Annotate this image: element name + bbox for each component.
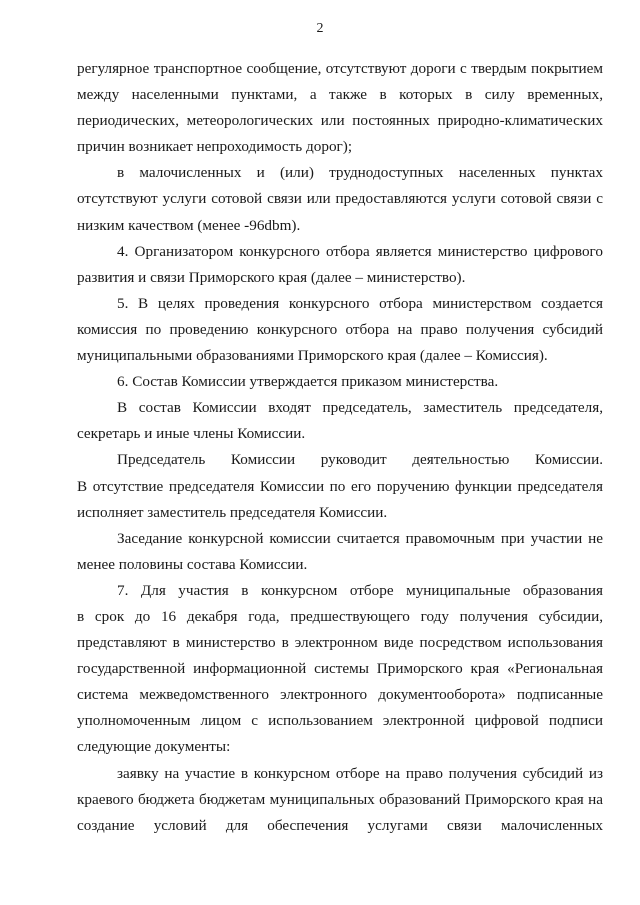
document-body <box>77 56 603 839</box>
paragraph <box>77 56 603 160</box>
text-line: краевого бюджета бюджетам муниципальных образований Приморского края на <box>77 790 603 808</box>
text-line: муниципальными образованиями Приморского края (далее – Комиссия). <box>77 347 548 365</box>
text-line: в малочисленных и (или) труднодоступных населенных пунктах <box>117 164 603 182</box>
text-line: причин возникает непроходимость дорог); <box>77 138 353 156</box>
paragraph <box>77 526 603 578</box>
text-line: исполняет заместитель председателя Комиссии. <box>77 503 388 521</box>
paragraph <box>77 291 603 369</box>
text-line: заявку на участие в конкурсном отборе на право получения субсидий из <box>117 764 603 782</box>
text-line: между населенными пунктами, а также в которых в силу временных, <box>77 86 603 104</box>
paragraph <box>77 160 603 238</box>
text-line: комиссия по проведению конкурсного отбора на право получения субсидий <box>77 320 603 338</box>
text-line: создание условий для обеспечения услугами связи малочисленных <box>77 816 603 834</box>
text-line: развития и связи Приморского края (далее – министерство). <box>77 268 466 286</box>
text-line: менее половины состава Комиссии. <box>77 555 308 573</box>
text-line: уполномоченным лицом с использованием электронной цифровой подписи <box>77 712 603 730</box>
text-line: отсутствуют услуги сотовой связи или предоставляются услуги сотовой связи с <box>77 190 603 208</box>
text-line: 7. Для участия в конкурсном отборе муниципальные образования <box>117 581 603 599</box>
text-line: регулярное транспортное сообщение, отсутствуют дороги с твердым покрытием <box>77 60 603 77</box>
paragraph <box>77 447 603 525</box>
text-line: Председатель Комиссии руководит деятельностью Комиссии. <box>117 451 603 469</box>
paragraph <box>77 239 603 291</box>
paragraph <box>77 761 603 839</box>
text-line: низким качеством (менее -96dbm). <box>77 216 301 234</box>
paragraph <box>77 578 603 761</box>
text-line: представляют в министерство в электронном виде посредством использования <box>77 634 603 652</box>
paragraph <box>77 369 603 395</box>
text-line: следующие документы: <box>77 738 231 756</box>
text-line: В состав Комиссии входят председатель, заместитель председателя, <box>117 399 603 417</box>
text-line: Заседание конкурсной комиссии считается правомочным при участии не <box>117 529 603 547</box>
page-number: 2 <box>316 21 324 36</box>
text-line: система межведомственного электронного документооборота» подписанные <box>77 686 603 704</box>
text-line: периодических, метеорологических или постоянных природно-климатических <box>77 112 603 130</box>
paragraph <box>77 395 603 447</box>
text-line: 4. Организатором конкурсного отбора является министерство цифрового <box>117 242 603 260</box>
text-line: в срок до 16 декабря года, предшествующего году получения субсидии, <box>77 607 603 625</box>
text-line: государственной информационной системы Приморского края «Региональная <box>77 660 603 678</box>
text-line: секретарь и иные члены Комиссии. <box>77 425 306 443</box>
text-line: 6. Состав Комиссии утверждается приказом министерства. <box>117 373 499 391</box>
text-line: 5. В целях проведения конкурсного отбора министерством создается <box>117 294 603 312</box>
text-line: В отсутствие председателя Комиссии по его поручению функции председателя <box>77 477 603 495</box>
